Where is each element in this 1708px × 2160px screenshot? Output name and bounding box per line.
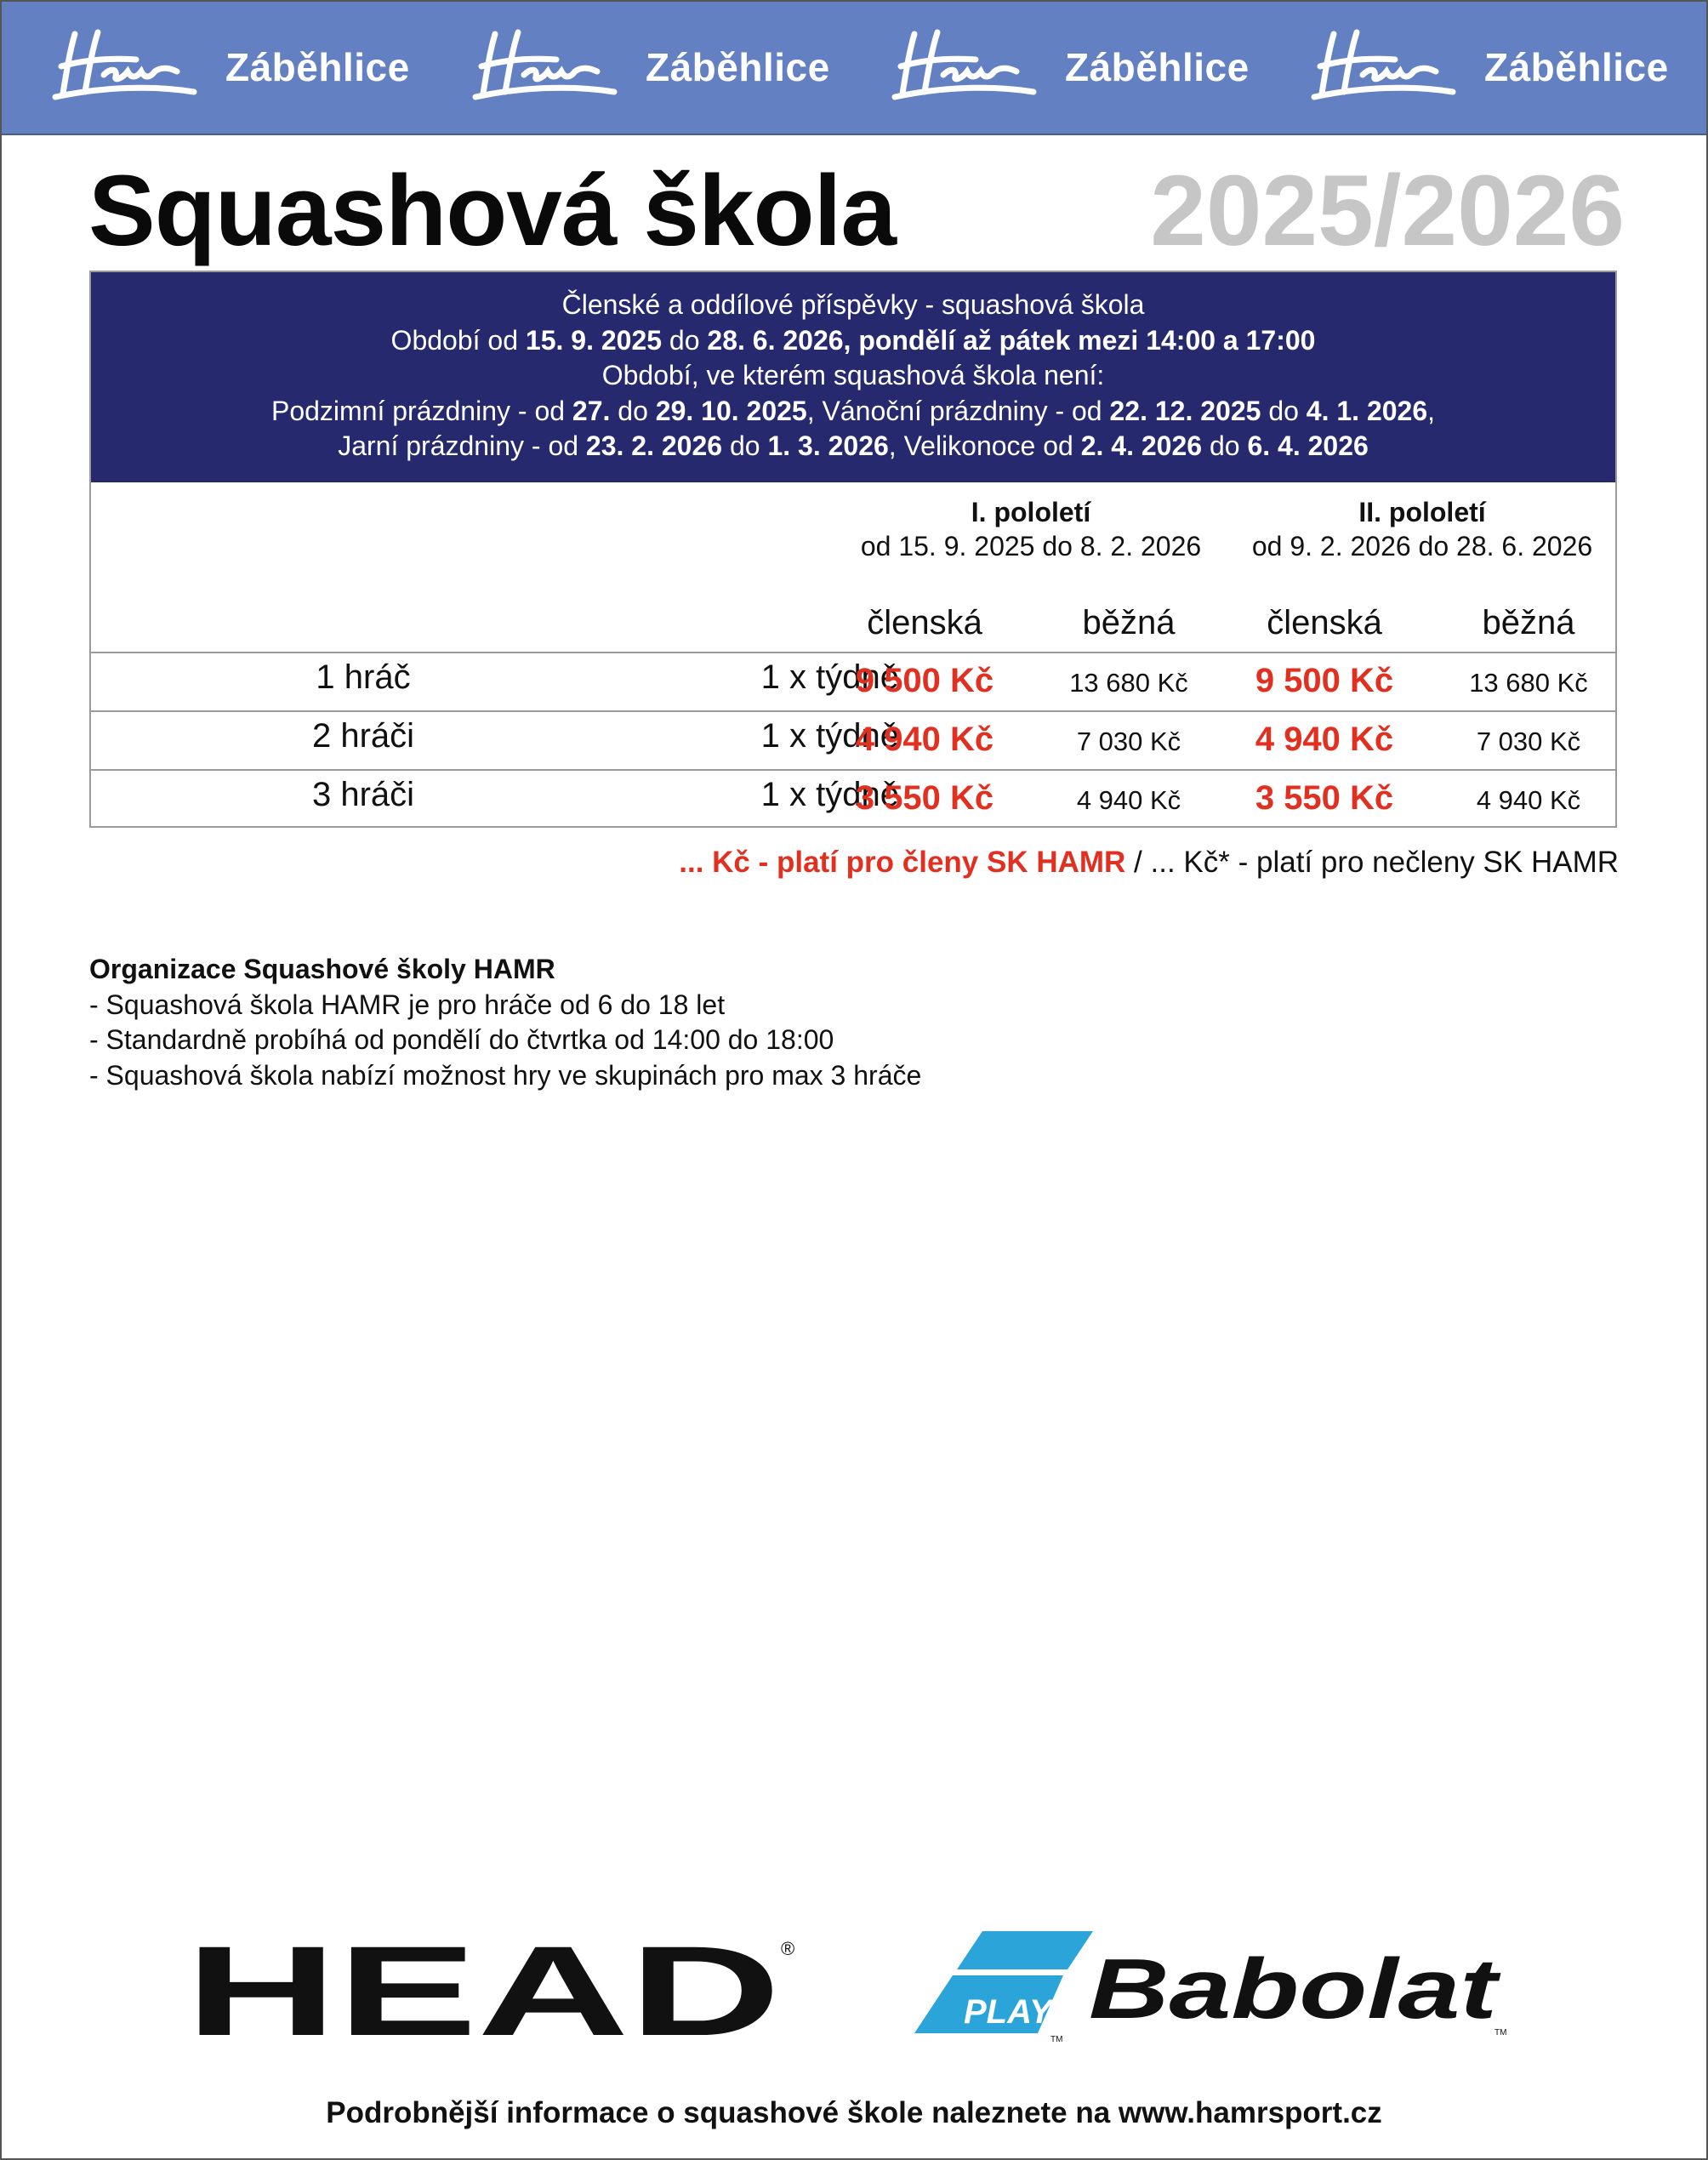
column-header-member: členská [867, 604, 982, 641]
brand-place: Záběhlice [646, 45, 830, 89]
regular-price: 7 030 Kč [1476, 727, 1581, 756]
sponsor-logos [0, 1923, 1708, 2050]
member-price: 4 940 Kč [855, 721, 994, 758]
hamr-signature-icon [891, 26, 1039, 102]
top-banner [2, 2, 1706, 135]
regular-price: 4 940 Kč [1076, 785, 1181, 815]
price-legend [679, 846, 1619, 880]
brand-place: Záběhlice [225, 45, 410, 89]
info-line: Období od 15. 9. 2025 do 28. 6. 2026, pondělí až pátek mezi 14:00 a 17:00 [390, 324, 1316, 356]
hamr-signature-icon [1310, 26, 1459, 102]
member-price: 3 550 Kč [855, 779, 994, 817]
frequency-cell: 1 x týdně [760, 776, 899, 813]
semester-heading: II. pololetí [1358, 497, 1486, 527]
organization-item: - Squashová škola HAMR je pro hráče od 6 do 18 let [89, 989, 726, 1020]
table-row [91, 710, 1615, 770]
svg-text:HEAD: HEAD [185, 1931, 781, 2042]
member-price: 9 500 Kč [855, 662, 994, 699]
legend-members: ... Kč - platí pro členy SK HAMR [679, 846, 1126, 879]
brand-place: Záběhlice [1065, 45, 1250, 89]
semester-range: od 9. 2. 2026 do 28. 6. 2026 [1251, 531, 1593, 561]
players-cell: 2 hráči [311, 717, 415, 755]
info-line: Období, ve kterém squashová škola není: [601, 360, 1105, 390]
svg-text:TM: TM [1494, 2028, 1507, 2037]
info-line: Jarní prázdniny - od 23. 2. 2026 do 1. 3. 2026, Velikonoce od 2. 4. 2026 do 6. 4. 2026 [338, 430, 1369, 461]
semester-range: od 15. 9. 2025 do 8. 2. 2026 [860, 531, 1202, 561]
info-box [91, 272, 1615, 482]
svg-text:PLAY: PLAY [964, 1993, 1052, 2031]
member-price: 4 940 Kč [1255, 721, 1394, 758]
brand-place: Záběhlice [1484, 45, 1669, 89]
page-title: Squashová škola [88, 155, 897, 267]
info-line: Podzimní prázdniny - od 27. do 29. 10. 2025, Vánoční prázdniny - od 22. 12. 2025 do 4. 1. 2026, [270, 395, 1436, 426]
semester-2-header [1231, 495, 1614, 563]
frequency-cell: 1 x týdně [760, 658, 899, 696]
svg-text:TM: TM [1050, 2035, 1063, 2044]
organization-heading: Organizace Squashové školy HAMR [89, 954, 555, 984]
svg-text:®: ® [781, 1938, 795, 1959]
frequency-cell: 1 x týdně [760, 717, 899, 755]
semester-heading: I. pololetí [971, 497, 1091, 527]
table-row [91, 769, 1615, 829]
column-header-member: členská [1267, 604, 1382, 641]
semester-1-header [831, 495, 1231, 563]
legend-nonmembers: ... Kč* - platí pro nečleny SK HAMR [1150, 846, 1619, 879]
regular-price: 7 030 Kč [1076, 727, 1181, 756]
hamr-signature-icon [471, 26, 620, 102]
organization-item: - Standardně probíhá od pondělí do čtvrtka od 14:00 do 18:00 [89, 1024, 834, 1055]
table-row [91, 652, 1615, 711]
pricing-table [89, 271, 1617, 828]
svg-text:Babolat: Babolat [1089, 1941, 1501, 2037]
footer-info: Podrobnější informace o squashové škole naleznete na www.hamrsport.cz [326, 2096, 1382, 2129]
players-cell: 3 hráči [311, 776, 415, 813]
regular-price: 13 680 Kč [1069, 668, 1188, 698]
head-logo [185, 1931, 798, 2042]
season-label: 2025/2026 [1150, 155, 1625, 267]
legend-separator: / [1125, 846, 1151, 879]
players-cell: 1 hráč [316, 658, 411, 696]
hamr-signature-icon [51, 26, 200, 102]
column-header-regular: běžná [1482, 604, 1575, 641]
column-header-regular: běžná [1082, 604, 1176, 641]
member-price: 3 550 Kč [1255, 779, 1394, 817]
member-price: 9 500 Kč [1255, 662, 1394, 699]
regular-price: 4 940 Kč [1476, 785, 1581, 815]
organization-notes [89, 952, 921, 1093]
info-line: Členské a oddílové příspěvky - squashová škola [561, 289, 1145, 320]
regular-price: 13 680 Kč [1469, 668, 1588, 698]
organization-item: - Squashová škola nabízí možnost hry ve skupinách pro max 3 hráče [89, 1059, 922, 1091]
babolat-logo [914, 1923, 1527, 2050]
